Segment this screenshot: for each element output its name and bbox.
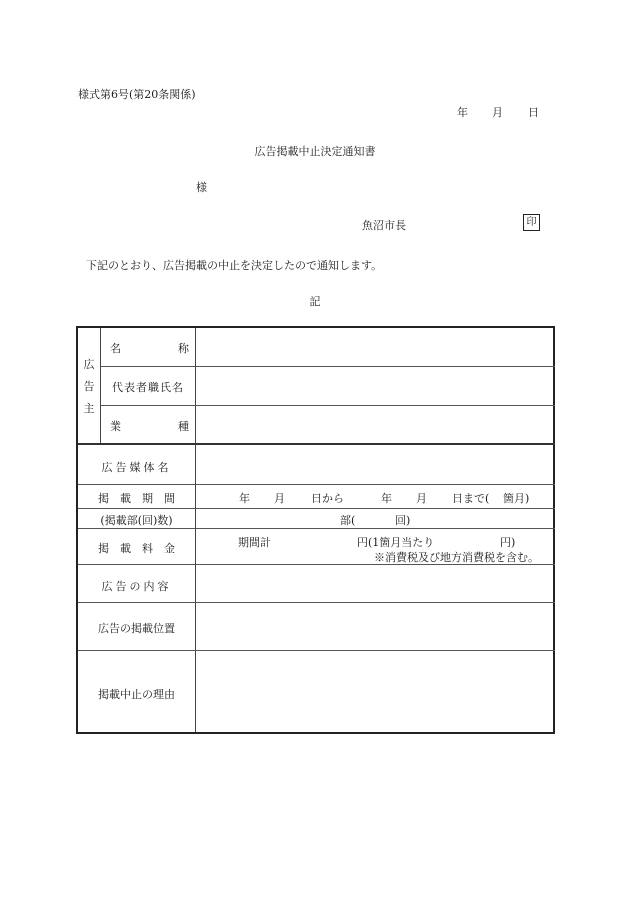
row-divider (100, 405, 555, 406)
row-divider (78, 508, 555, 509)
industry-label-2: 種 (178, 420, 189, 433)
period-label: 掲 載 期 間 (98, 492, 175, 505)
period-start-year: 年 (239, 492, 250, 505)
content-label: 広告の内容 (101, 580, 172, 593)
period-months: 箇月) (503, 492, 530, 505)
sections-bu: 部( (340, 514, 356, 527)
media-label: 広告媒体名 (101, 461, 172, 474)
body-text: 下記のとおり、広告掲載の中止を決定したので通知します。 (86, 259, 383, 272)
advertiser-group-char: 主 (83, 402, 95, 415)
advertiser-group-char: 広 (83, 358, 95, 371)
date-month: 月 (492, 106, 503, 119)
sections-label: (掲載部(回)数) (100, 514, 173, 527)
position-label: 広告の掲載位置 (98, 622, 175, 635)
name-label-2: 称 (178, 342, 189, 355)
fee-yen: 円) (500, 536, 516, 549)
row-divider (78, 602, 555, 603)
fee-monthly: 円(1箇月当たり (357, 536, 435, 549)
advertiser-group-char: 告 (83, 380, 95, 393)
ki-heading: 記 (309, 295, 321, 308)
fee-label: 掲 載 料 金 (98, 542, 175, 555)
document-title: 広告掲載中止決定通知書 (254, 145, 376, 158)
seal-mark: 印 (523, 214, 540, 231)
sections-kai: 回) (395, 514, 411, 527)
period-end-day: 日まで( (452, 492, 490, 505)
label-divider (195, 328, 196, 732)
period-start-day: 日から (311, 492, 344, 505)
representative-label: 代表者職氏名 (112, 381, 184, 394)
period-end-year: 年 (381, 492, 392, 505)
form-code: 様式第6号(第20条関係) (78, 88, 196, 101)
row-divider (78, 484, 555, 485)
name-label-1: 名 (110, 342, 121, 355)
date-year: 年 (457, 106, 468, 119)
row-divider (100, 366, 555, 367)
reason-label: 掲載中止の理由 (98, 688, 175, 701)
row-divider (78, 443, 555, 445)
fee-tax-note: ※消費税及び地方消費税を含む。 (374, 551, 539, 564)
row-divider (78, 650, 555, 651)
fee-total-label: 期間計 (238, 536, 271, 549)
period-start-month: 月 (274, 492, 285, 505)
recipient-honorific: 様 (196, 181, 207, 194)
row-divider (78, 528, 555, 529)
industry-label-1: 業 (110, 420, 121, 433)
sender-name: 魚沼市長 (362, 219, 406, 232)
details-table (76, 326, 555, 734)
date-day: 日 (528, 106, 539, 119)
period-end-month: 月 (416, 492, 427, 505)
